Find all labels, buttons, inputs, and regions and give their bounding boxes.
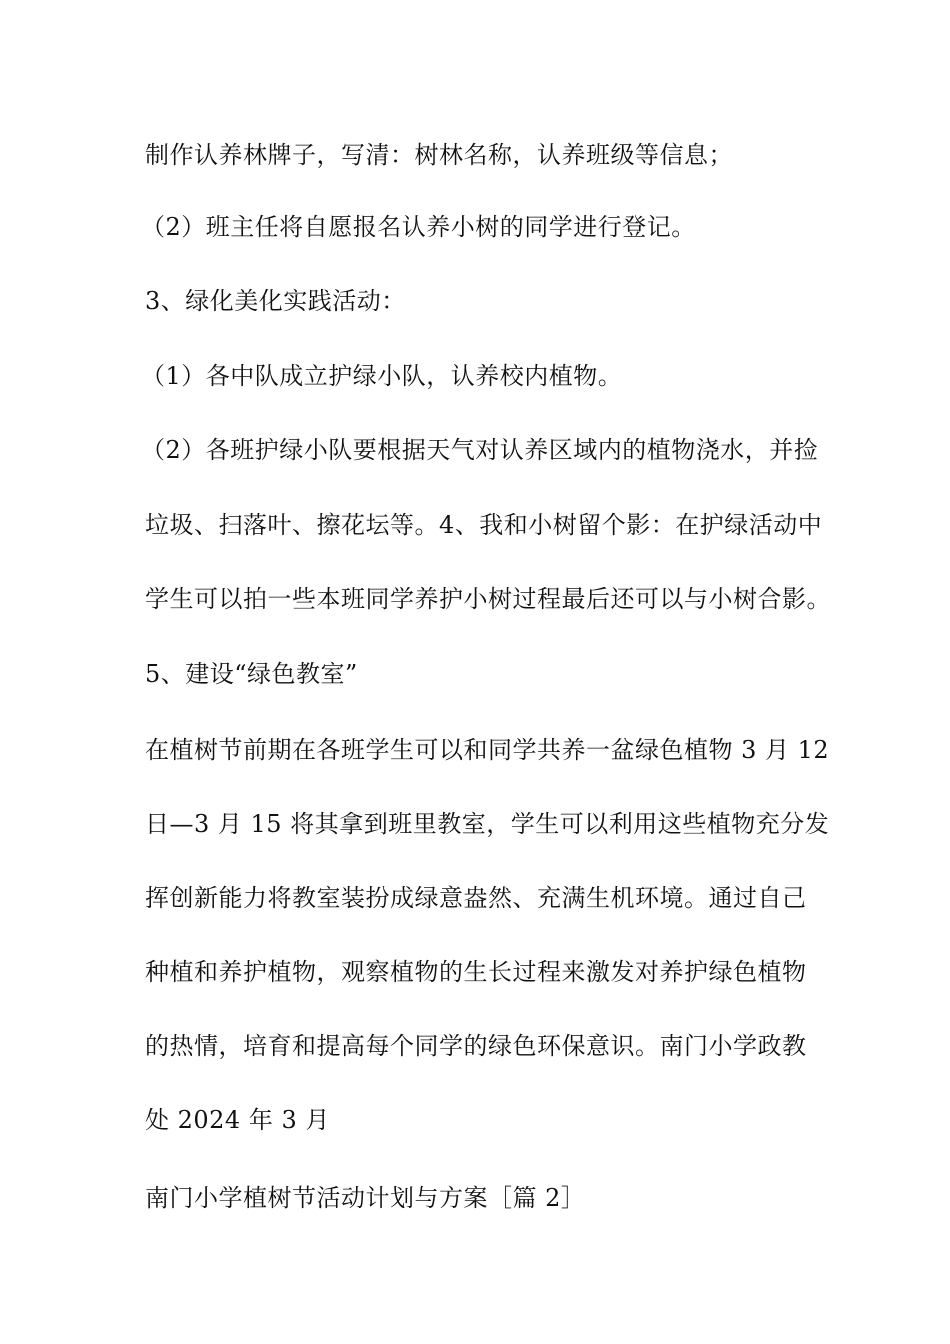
section-heading: 5、建设“绿色教室” [145,660,358,688]
paragraph-line: 日—3 月 15 将其拿到班里教室，学生可以利用这些植物充分发 [145,810,830,838]
paragraph-line: （2）班主任将自愿报名认养小树的同学进行登记。 [141,213,696,241]
section-title: 南门小学植树节活动计划与方案［篇 2］ [145,1184,586,1212]
paragraph-line: 处 2024 年 3 月 [145,1106,330,1134]
paragraph-line: 挥创新能力将教室装扮成绿意盎然、充满生机环境。通过自己 [145,884,807,912]
paragraph-line: 学生可以拍一些本班同学养护小树过程最后还可以与小树合影。 [145,585,831,613]
section-heading: 3、绿化美化实践活动： [145,287,406,315]
paragraph-line: 垃圾、扫落叶、擦花坛等。4、我和小树留个影：在护绿活动中 [145,511,823,539]
paragraph-line: 制作认养林牌子，写清：树林名称，认养班级等信息； [145,141,733,169]
paragraph-line: 种植和养护植物，观察植物的生长过程来激发对养护绿色植物 [145,958,807,986]
paragraph-line: （2）各班护绿小队要根据天气对认养区域内的植物浇水，并捡 [141,436,819,464]
paragraph-line: 在植树节前期在各班学生可以和同学共养一盆绿色植物 3 月 12 [145,736,830,764]
paragraph-line: （1）各中队成立护绿小队，认养校内植物。 [141,362,623,390]
paragraph-line: 的热情，培育和提高每个同学的绿色环保意识。南门小学政教 [145,1032,807,1060]
